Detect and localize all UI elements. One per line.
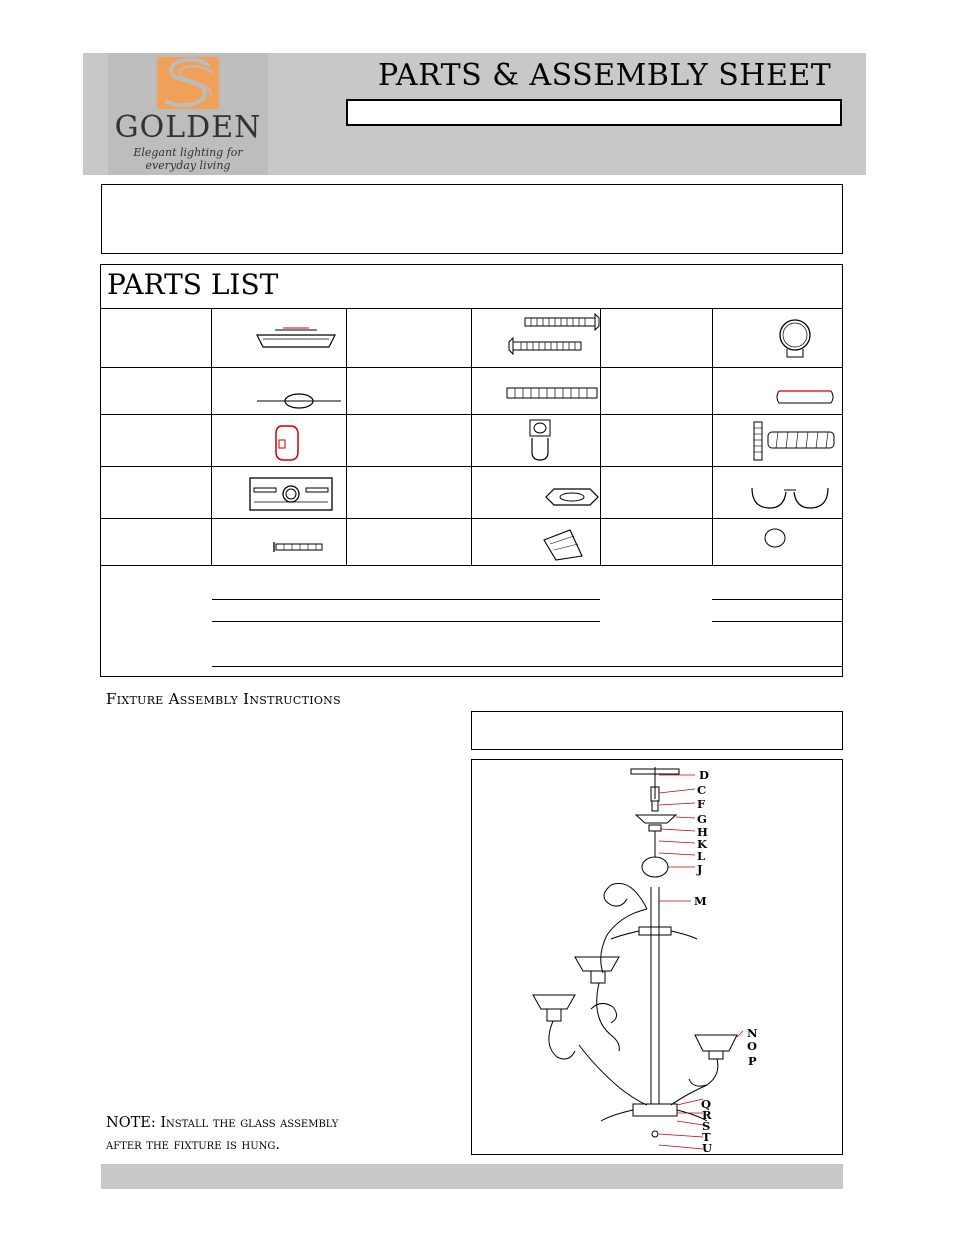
crossbar-icon	[255, 390, 343, 412]
diagram-label-l: L	[697, 849, 706, 863]
assembly-note-line2: after the fixture is hung.	[106, 1137, 281, 1153]
model-number-box	[346, 99, 842, 126]
swivel-hook-icon	[524, 418, 556, 462]
screws-icon	[505, 312, 601, 360]
footer-band	[101, 1164, 843, 1189]
parts-list-title: PARTS LIST	[107, 268, 279, 301]
logo-wordmark: GOLDEN	[114, 110, 262, 145]
diagram-label-j: J	[697, 862, 703, 876]
sheet-title: PARTS & ASSEMBLY SHEET	[378, 58, 832, 93]
threaded-pipe-icon	[505, 385, 601, 401]
loop-ring-icon	[775, 315, 815, 361]
table-divider	[712, 308, 713, 565]
diagram-label-s: S	[702, 1119, 711, 1133]
logo-tagline: Elegant lighting for everyday living	[133, 146, 243, 172]
canopy-icon	[255, 325, 337, 355]
spec-line	[712, 621, 843, 622]
table-divider	[211, 308, 212, 565]
diagram-label-o: O	[747, 1039, 758, 1053]
diagram-label-m: M	[694, 894, 707, 908]
diagram-label-g: G	[697, 812, 707, 826]
spec-line	[212, 621, 600, 622]
hex-nut-icon	[544, 486, 600, 508]
diagram-label-h: H	[697, 825, 708, 839]
diagram-label-d: D	[699, 768, 709, 782]
logo-mark-icon	[157, 57, 219, 109]
assembly-note	[106, 1112, 466, 1156]
spec-line	[212, 599, 600, 600]
arm-cups-icon	[748, 482, 832, 512]
diagram-label-p: P	[748, 1054, 757, 1068]
diagram-label-r: R	[702, 1108, 712, 1122]
glass-band-icon	[775, 385, 835, 407]
diagram-label-f: F	[697, 797, 706, 811]
table-divider	[471, 308, 472, 565]
diagram-label-k: K	[697, 837, 707, 851]
assembly-note-line1: NOTE: Install the glass assembly	[106, 1115, 339, 1131]
finial-cap-icon	[762, 526, 788, 550]
spec-line	[212, 666, 843, 667]
chandelier-diagram	[471, 759, 843, 1155]
wire-connector-icon	[540, 526, 586, 562]
diagram-label-u: U	[702, 1141, 713, 1155]
quick-link-icon	[272, 420, 308, 464]
table-divider	[100, 565, 843, 566]
nipple-coupling-icon	[750, 418, 838, 462]
diagram-label-q: Q	[701, 1097, 712, 1111]
instructions-header-box	[471, 711, 843, 750]
diagram-label-c: C	[697, 783, 707, 797]
diagram-label-n: N	[747, 1026, 758, 1040]
bolt-icon	[270, 540, 324, 554]
description-box	[101, 184, 843, 254]
diagram-label-t: T	[702, 1130, 711, 1144]
instructions-title: Fixture Assembly Instructions	[106, 690, 341, 708]
table-divider	[346, 308, 347, 565]
spec-line	[712, 599, 843, 600]
mounting-plate-icon	[248, 476, 334, 512]
